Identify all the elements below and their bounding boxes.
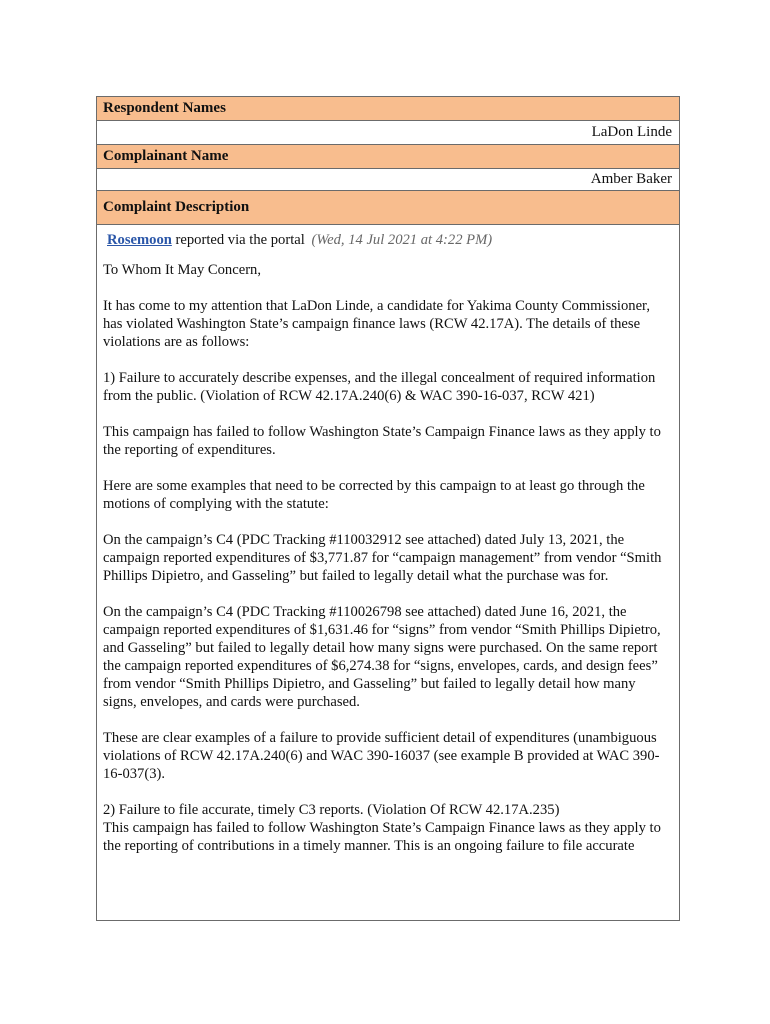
complainant-name-value: Amber Baker <box>97 169 679 191</box>
report-meta <box>107 231 671 249</box>
intro-paragraph: It has come to my attention that LaDon Linde, a candidate for Yakima County Commissioner, has violated Washington State’s campaign finance laws (RCW 42.17A). The details of these violations are as follows: <box>103 298 650 350</box>
complaint-form-table <box>96 96 680 921</box>
contributions-paragraph: This campaign has failed to follow Washington State’s Campaign Finance laws as they apply to the reporting of contributions in a timely manner. This is an ongoing failure to file accurate <box>103 820 661 854</box>
examples-intro-paragraph: Here are some examples that need to be corrected by this campaign to at least go through the motions of complying with the statute: <box>103 478 645 512</box>
violation-1-heading: 1) Failure to accurately describe expenses, and the illegal concealment of required information from the public. (Violation of RCW 42.17A.240(6) & WAC 390-16-037, RCW 421) <box>103 370 656 404</box>
complaint-description-body <box>97 225 679 920</box>
respondent-names-header: Respondent Names <box>97 97 679 121</box>
salutation: To Whom It May Concern, <box>103 262 261 278</box>
complaint-description-header: Complaint Description <box>97 191 679 225</box>
example-june-paragraph: On the campaign’s C4 (PDC Tracking #110026798 see attached) dated June 16, 2021, the campaign reported expenditures of $1,631.46 for “signs” from vendor “Smith Phillips Dipietro, and Gasseling” but failed to legally detail how many signs were purchased. On the same report the campaign reported expenditures of $6,274.38 for “signs, envelopes, cards, and design fees” from vendor “Smith Phillips Dipietro, and Gasseling” but failed to legally detail how many signs, envelopes, and cards were purchased. <box>103 604 661 710</box>
expenditures-paragraph: This campaign has failed to follow Washington State’s Campaign Finance laws as they apply to the reporting of expenditures. <box>103 424 661 458</box>
respondent-names-value: LaDon Linde <box>97 121 679 145</box>
reported-via-text: reported via the portal <box>175 232 305 248</box>
complainant-name-header: Complainant Name <box>97 145 679 169</box>
reporter-link[interactable]: Rosemoon <box>107 232 172 248</box>
summary-paragraph: These are clear examples of a failure to provide sufficient detail of expenditures (unambiguous violations of RCW 42.17A.240(6) and WAC 390-16037 (see example B provided at WAC 390-16-037(3). <box>103 730 660 782</box>
report-timestamp: (Wed, 14 Jul 2021 at 4:22 PM) <box>311 232 493 248</box>
example-july-paragraph: On the campaign’s C4 (PDC Tracking #110032912 see attached) dated July 13, 2021, the campaign reported expenditures of $3,771.87 for “campaign management” from vendor “Smith Phillips Dipietro, and Gasseling” but failed to legally detail what the purchase was for. <box>103 532 662 584</box>
violation-2-heading: 2) Failure to file accurate, timely C3 reports. (Violation Of RCW 42.17A.235) <box>103 802 560 818</box>
